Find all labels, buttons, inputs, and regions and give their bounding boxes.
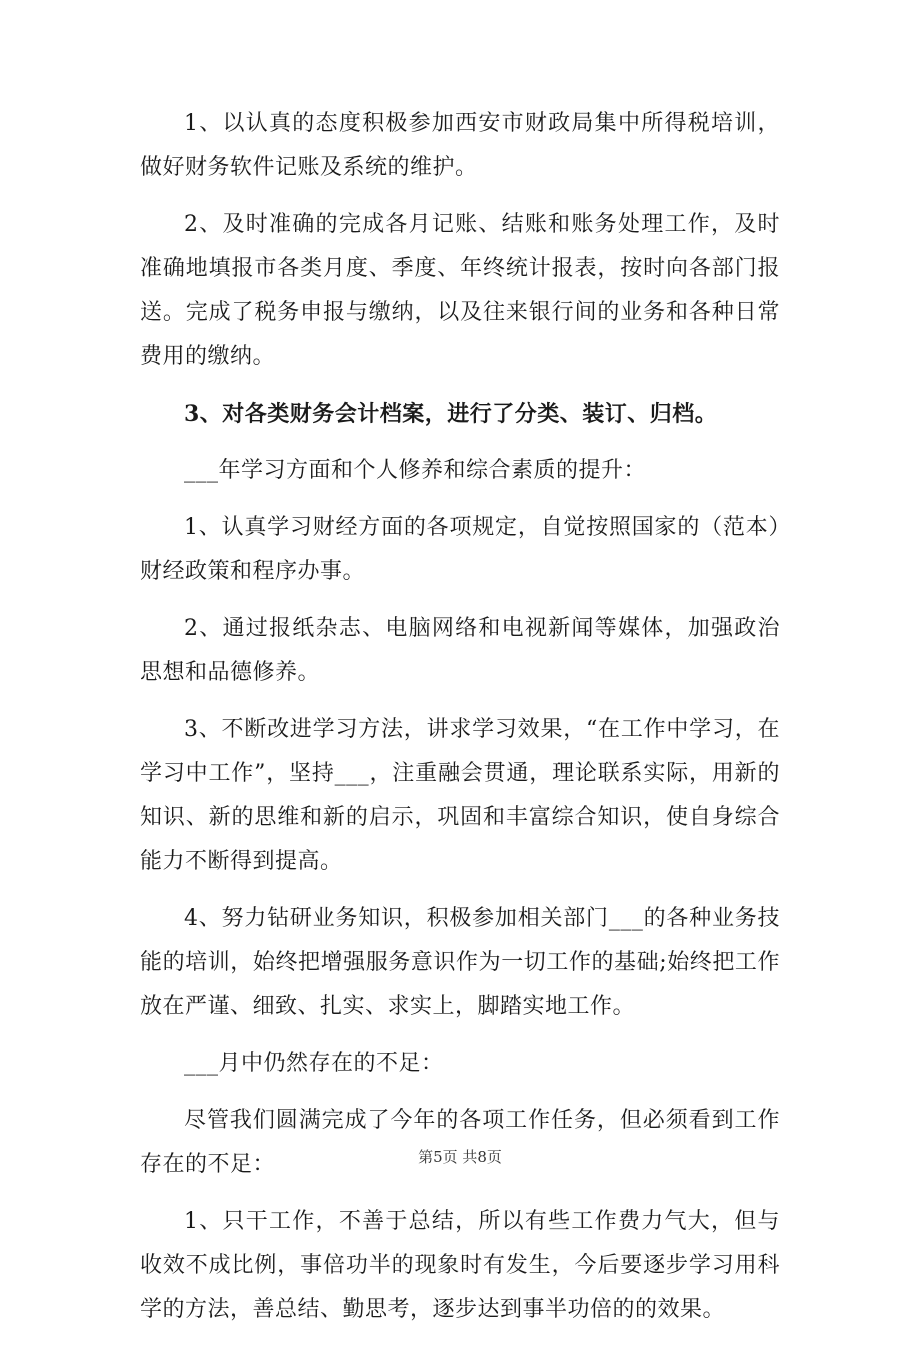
paragraph-shortcomings-intro: 尽管我们圆满完成了今年的各项工作任务，但必须看到工作存在的不足：	[140, 1108, 780, 1177]
paragraph-regulations: 1、认真学习财经方面的各项规定，自觉按照国家的（范本）财经政策和程序办事。	[140, 515, 780, 584]
paragraph-training: 1、以认真的态度积极参加西安市财政局集中所得税培训，做好财务软件记账及系统的维护。	[140, 111, 780, 180]
paragraph-business-skills: 4、努力钻研业务知识，积极参加相关部门___的各种业务技能的培训，始终把增强服务意识作为一切工作的基础;始终把工作放在严谨、细致、扎实、求实上，脚踏实地工作。	[140, 906, 780, 1019]
page-number-footer: 第5页 共8页	[418, 1148, 502, 1166]
paragraph-media: 2、通过报纸杂志、电脑网络和电视新闻等媒体，加强政治思想和品德修养。	[140, 616, 780, 685]
section-heading-study: ___年学习方面和个人修养和综合素质的提升：	[184, 458, 647, 483]
section-heading-shortcomings: ___月中仍然存在的不足：	[184, 1051, 444, 1076]
paragraph-archives: 3、对各类财务会计档案，进行了分类、装订、归档。	[184, 401, 718, 427]
paragraph-bookkeeping: 2、及时准确的完成各月记账、结账和账务处理工作，及时准确地填报市各类月度、季度、年终统计报表，按时向各部门报送。完成了税务申报与缴纳，以及往来银行间的业务和各种日常费用的缴纳。	[140, 212, 780, 369]
paragraph-learning-method: 3、不断改进学习方法，讲求学习效果，“在工作中学习，在学习中工作”，坚持___，注重融会贯通，理论联系实际，用新的知识、新的思维和新的启示，巩固和丰富综合知识，使自身综合能力不断得到提高。	[140, 717, 780, 874]
paragraph-shortcoming-1: 1、只干工作，不善于总结，所以有些工作费力气大，但与收效不成比例，事倍功半的现象时有发生，今后要逐步学习用科学的方法，善总结、勤思考，逐步达到事半功倍的的效果。	[140, 1209, 780, 1322]
